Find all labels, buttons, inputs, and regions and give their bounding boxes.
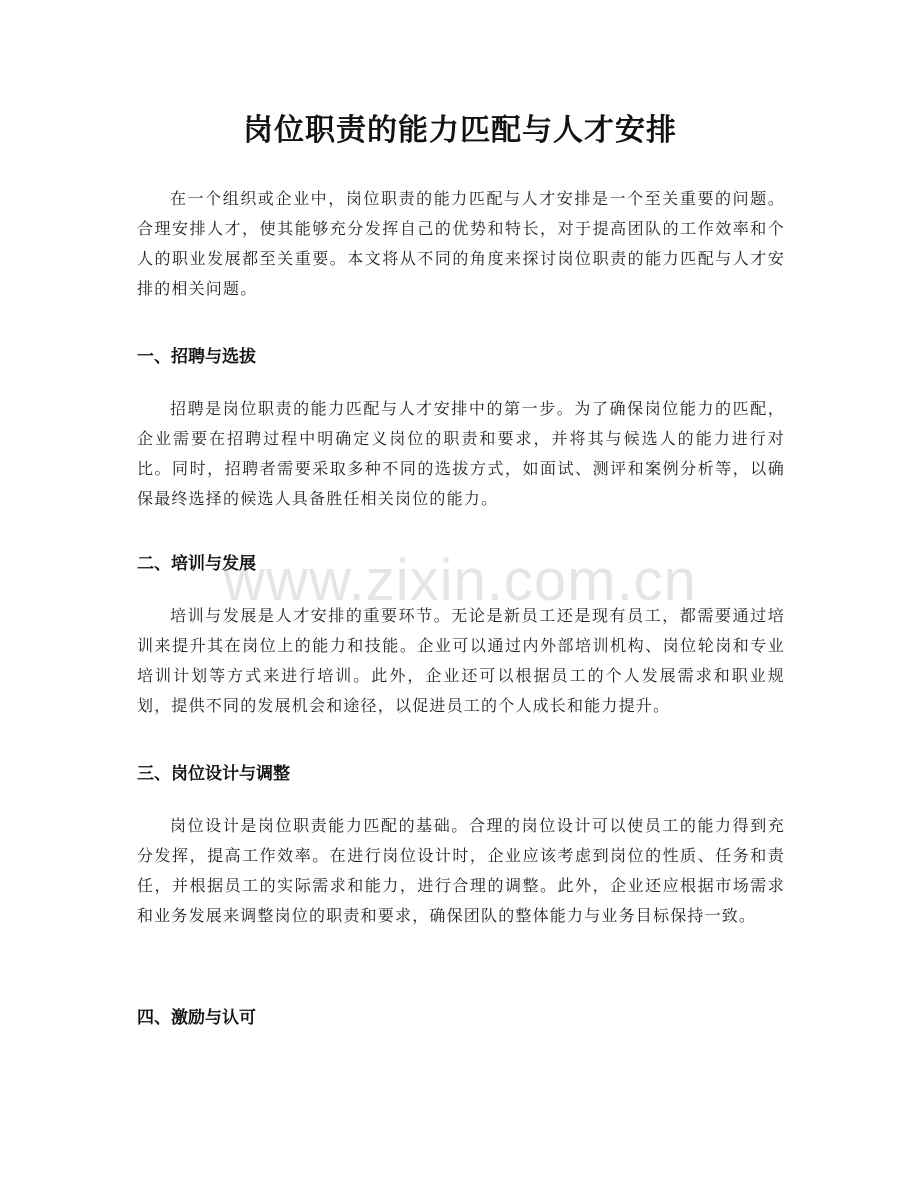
section-heading-recruitment: 一、招聘与选拔 [137, 347, 256, 367]
watermark: www.zixin.com.cn [223, 548, 697, 613]
section-body-training: 培训与发展是人才安排的重要环节。无论是新员工还是现有员工，都需要通过培训来提升其在岗位上的能力和技能。企业可以通过内外部培训机构、岗位轮岗和专业培训计划等方式来进行培训。此外，企业还可以根据员工的个人发展需求和职业规划，提供不同的发展机会和途径，以促进员工的个人成长和能力提升。 [137, 606, 785, 715]
intro-paragraph: 在一个组织或企业中，岗位职责的能力匹配与人才安排是一个至关重要的问题。合理安排人才，使其能够充分发挥自己的优势和特长，对于提高团队的工作效率和个人的职业发展都至关重要。本文将从不同的角度来探讨岗位职责的能力匹配与人才安排的相关问题。 [137, 189, 785, 298]
section-heading-training: 二、培训与发展 [137, 554, 256, 574]
section-heading-job-design: 三、岗位设计与调整 [137, 764, 290, 784]
section-body-job-design: 岗位设计是岗位职责能力匹配的基础。合理的岗位设计可以使员工的能力得到充分发挥，提高工作效率。在进行岗位设计时，企业应该考虑到岗位的性质、任务和责任，并根据员工的实际需求和能力，进行合理的调整。此外，企业还应根据市场需求和业务发展来调整岗位的职责和要求，确保团队的整体能力与业务目标保持一致。 [137, 816, 785, 925]
section-body-recruitment: 招聘是岗位职责的能力匹配与人才安排中的第一步。为了确保岗位能力的匹配，企业需要在招聘过程中明确定义岗位的职责和要求，并将其与候选人的能力进行对比。同时，招聘者需要采取多种不同的选拔方式，如面试、测评和案例分析等，以确保最终选择的候选人具备胜任相关岗位的能力。 [137, 399, 785, 508]
document-title: 岗位职责的能力匹配与人才安排 [243, 113, 677, 148]
section-heading-incentive: 四、激励与认可 [137, 1008, 256, 1028]
